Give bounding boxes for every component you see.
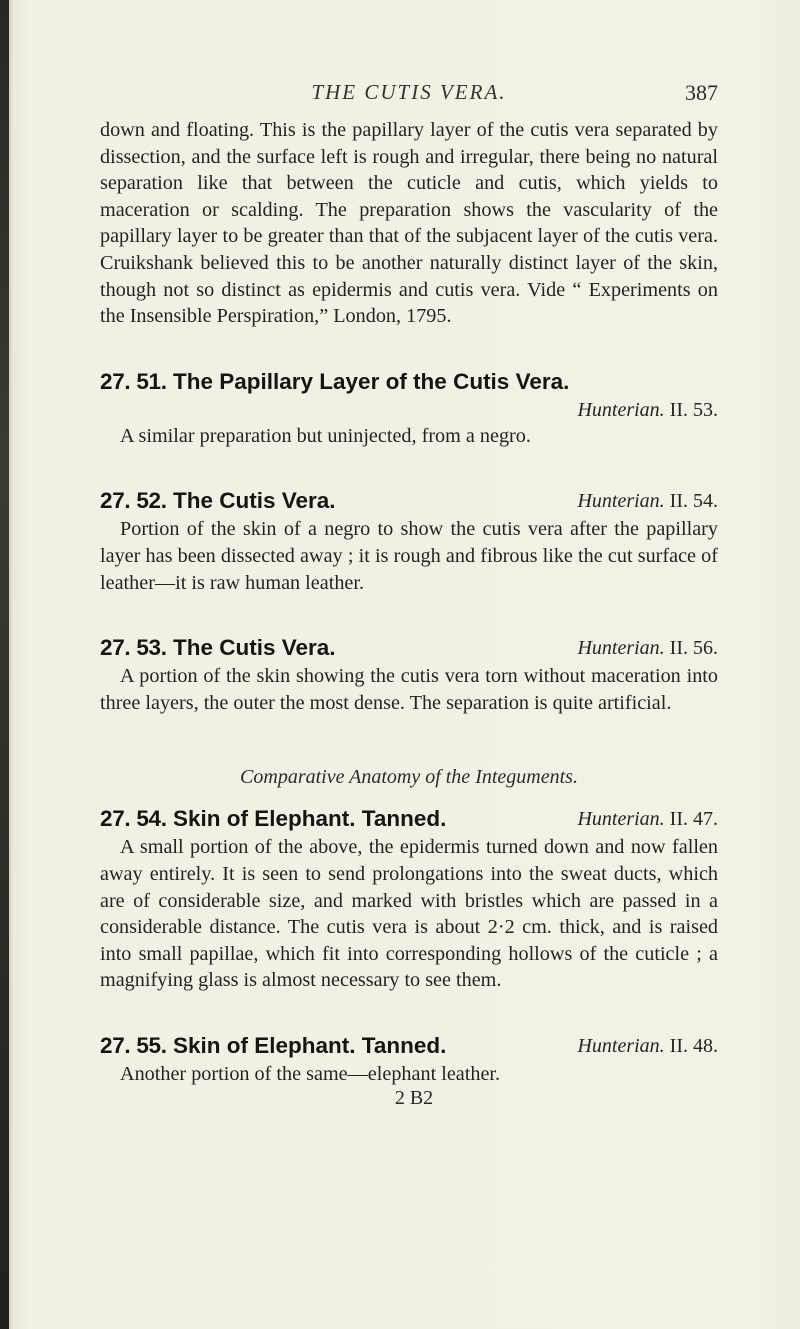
entry-heading	[100, 633, 718, 663]
entry-catalogue-ref: II. 53.	[669, 398, 718, 421]
entry-catalogue-ref: II. 48.	[669, 1034, 718, 1057]
page-binding-edge	[0, 0, 9, 1329]
entry-heading	[100, 1031, 718, 1061]
page-number: 387	[685, 80, 718, 105]
entry-number: 27. 54.	[100, 806, 167, 832]
entry-collection: Hunterian.	[577, 637, 665, 660]
entry-description: A portion of the skin showing the cutis vera torn without maceration into three layers, the outer the most dense. The separation is quite artificial.	[100, 665, 718, 714]
entry-catalogue-ref: II. 47.	[669, 808, 718, 831]
entry-reference	[100, 397, 718, 423]
entry-number: 27. 52.	[100, 488, 167, 514]
entry-description: A similar preparation but uninjected, from a negro.	[120, 424, 531, 447]
catalogue-entry-27-52	[100, 486, 718, 596]
entry-catalogue-ref: II. 56.	[669, 637, 718, 660]
entry-collection: Hunterian.	[577, 398, 665, 421]
entry-reference	[577, 804, 718, 834]
entry-title: The Cutis Vera.	[172, 488, 336, 514]
entry-description: Another portion of the same—elephant leather.	[120, 1062, 501, 1085]
entry-description: Portion of the skin of a negro to show the cutis vera after the papillary layer has been dissected away ; it is rough and fibrous like the cut surface of leather—it is raw human leather.	[100, 518, 718, 594]
entry-heading	[100, 367, 718, 397]
catalogue-entry-27-51	[100, 367, 718, 450]
entry-collection: Hunterian.	[577, 490, 665, 513]
catalogue-entry-27-55	[100, 1031, 718, 1088]
entry-collection: Hunterian.	[577, 1034, 665, 1057]
entry-number: 27. 53.	[100, 635, 167, 661]
opening-paragraph: down and floating. This is the papillary layer of the cutis vera separated by dissection, and the surface left is rough and irregular, there being no natural separation like that between the cuticle and cutis, which yields to maceration or scalding. The preparation shows the vascularity of the papillary layer to be greater than that of the subjacent layer of the cutis vera. Cruikshank believed this to be another naturally distinct layer of the skin, though not so distinct as epidermis and cutis vera. Vide “ Experiments on the Insensible Perspiration,” London, 1795.	[100, 119, 718, 328]
entry-description: A small portion of the above, the epidermis turned down and now fallen away entirely. It is seen to send prolongations into the sweat ducts, which are of considerable size, and marked with bristles which are passed in a considerable distance. The cutis vera is about 2·2 cm. thick, and is raised into small papillae, which fit into corresponding hollows of the cuticle ; a magnifying glass is almost necessary to see them.	[100, 836, 718, 992]
catalogue-entry-27-54	[100, 804, 718, 994]
entry-reference	[577, 633, 718, 663]
entry-title: The Cutis Vera.	[172, 635, 336, 661]
entry-title: Skin of Elephant. Tanned.	[172, 806, 447, 832]
entry-catalogue-ref: II. 54.	[669, 490, 718, 513]
catalogue-entry-27-53	[100, 633, 718, 716]
signature-mark: 2 B2	[394, 1087, 434, 1110]
entry-reference	[577, 486, 718, 516]
page-body	[100, 117, 718, 1109]
running-head-title: THE CUTIS VERA.	[311, 80, 507, 104]
entry-title: The Papillary Layer of the Cutis Vera.	[172, 368, 570, 394]
section-heading: Comparative Anatomy of the Integuments.	[240, 766, 578, 789]
entry-number: 27. 51.	[100, 368, 167, 394]
entry-collection: Hunterian.	[577, 808, 665, 831]
running-head	[100, 80, 718, 110]
entry-heading	[100, 486, 718, 516]
entry-number: 27. 55.	[100, 1032, 167, 1058]
entry-reference	[577, 1031, 718, 1061]
entry-heading	[100, 804, 718, 834]
entry-title: Skin of Elephant. Tanned.	[172, 1032, 447, 1058]
